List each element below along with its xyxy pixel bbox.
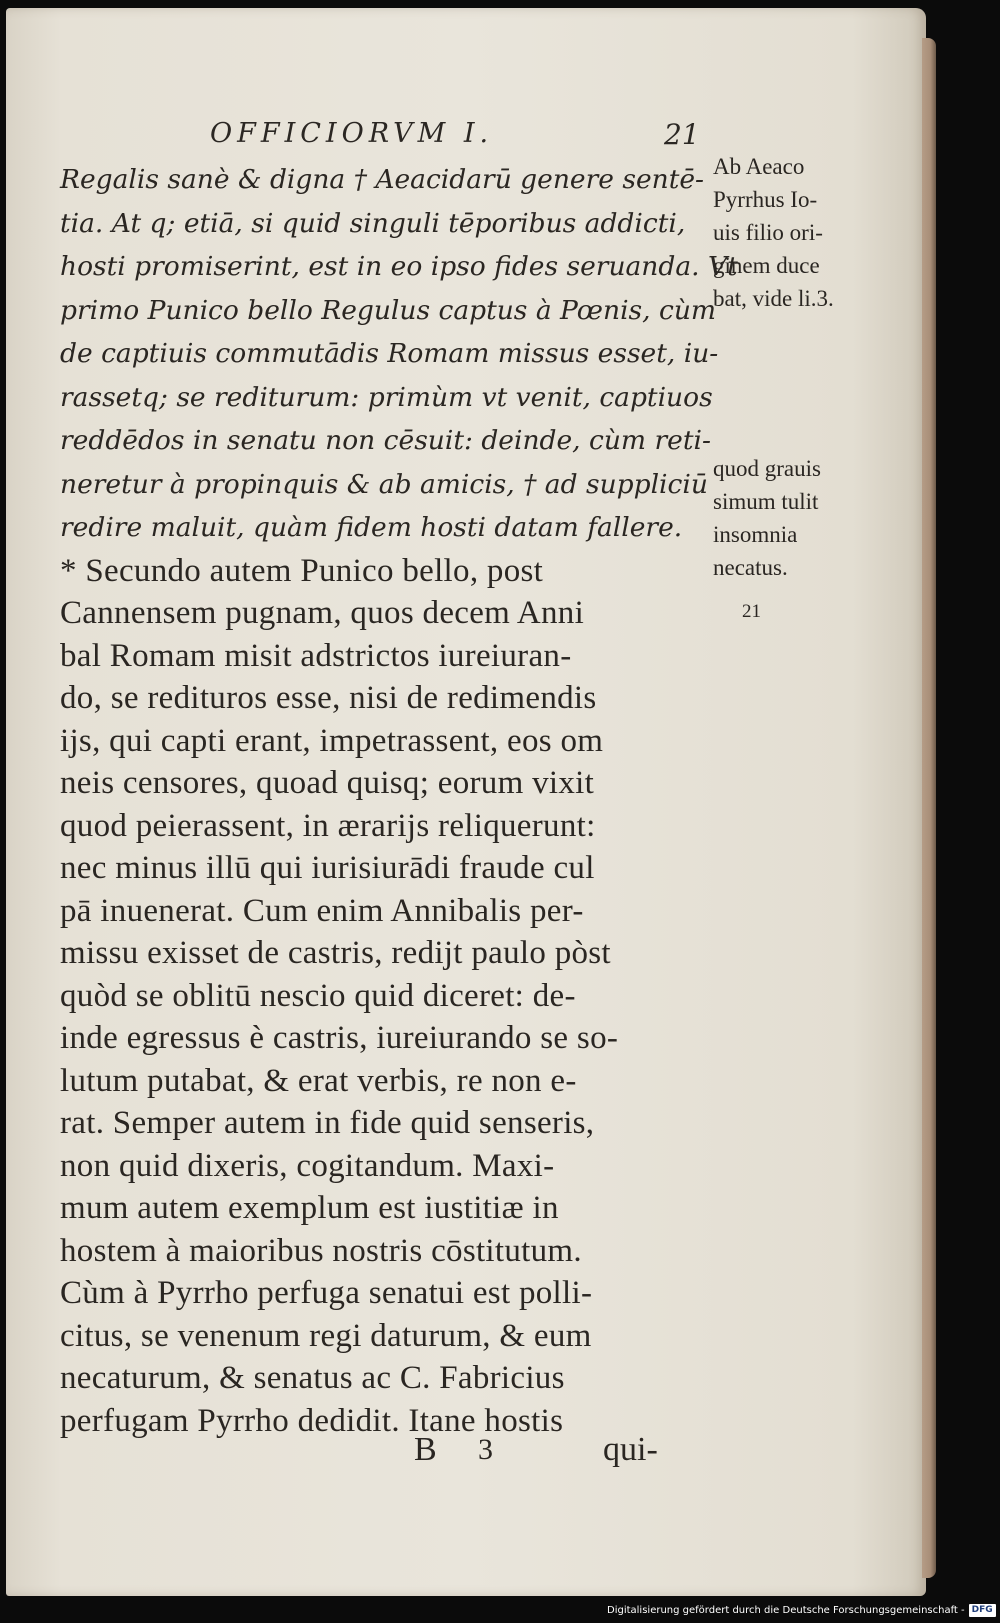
text-line: nec minus illū qui iurisiurādi fraude cul <box>60 850 595 886</box>
text-line: citus, se venenum regi daturum, & eum <box>60 1317 592 1354</box>
margin-note-line: bat, vide li.3. <box>713 286 834 311</box>
text-line: Regalis sanè & digna † Aeacidarū genere sentē- <box>60 164 704 195</box>
text-line: primo Punico bello Regulus captus à Pœnis, cùm <box>60 294 717 326</box>
text-line: pā inuenerat. Cum enim Annibalis per- <box>60 892 584 929</box>
margin-note-line: uis filio ori- <box>713 220 823 245</box>
text-line: inde egressus è castris, iureiurando se so- <box>60 1020 619 1056</box>
credit-text: Digitalisierung gefördert durch die Deutsche Forschungsgemeinschaft - <box>607 1605 965 1616</box>
margin-note-line: simum tulit <box>713 489 819 514</box>
text-line: quod peierassent, in ærarijs reliquerunt: <box>60 807 596 844</box>
dfg-logo-icon: DFG <box>969 1604 996 1617</box>
text-line: tia. At q; etiā, si quid singuli tēporibus addicti, <box>60 207 686 239</box>
digitization-credit <box>607 1602 997 1620</box>
text-line: Cannensem pugnam, quos decem Anni <box>60 595 585 631</box>
text-line: rat. Semper autem in fide quid senseris, <box>60 1105 595 1141</box>
text-line: bal Romam misit adstrictos iureiuran- <box>60 637 572 674</box>
text-line: ijs, qui capti erant, impetrassent, eos om <box>60 722 604 759</box>
margin-note-aeacus <box>713 150 913 315</box>
text-line: hosti promiserint, est in eo ipso fides seruanda. Vt <box>60 251 738 282</box>
text-line: non quid dixeris, cogitandum. Maxi- <box>60 1147 555 1184</box>
text-line: mum autem exemplum est iustitiæ in <box>60 1190 559 1226</box>
text-line: * Secundo autem Punico bello, post <box>60 552 544 589</box>
signature-number: 3 <box>478 1433 493 1466</box>
margin-note-line: ginem duce <box>713 253 820 278</box>
margin-note-line: Ab Aeaco <box>713 154 805 179</box>
signature-letter: B <box>414 1431 437 1468</box>
text-line: necaturum, & senatus ac C. Fabricius <box>60 1360 565 1396</box>
italic-passage <box>60 158 738 550</box>
text-line: hostem à maioribus nostris cōstitutum. <box>60 1232 582 1269</box>
main-text-block <box>60 158 738 1442</box>
text-line: perfugam Pyrrho dedidit. Itane hostis <box>60 1402 564 1439</box>
text-line: lutum putabat, & erat verbis, re non e- <box>60 1062 577 1099</box>
text-line: redire maluit, quàm fidem hosti datam fallere. <box>60 512 683 543</box>
catchword: qui- <box>603 1431 658 1468</box>
page-edge <box>922 38 936 1578</box>
text-line: do, se redituros esse, nisi de redimendis <box>60 680 597 716</box>
margin-note-number: 21 <box>742 601 761 622</box>
margin-note-line: insomnia <box>713 522 798 547</box>
text-line: neretur à propinquis & ab amicis, † ad suppliciū <box>60 468 708 500</box>
text-line: de captiuis commutādis Romam missus esset, iu- <box>60 338 719 369</box>
margin-note-line: quod grauis <box>713 456 821 481</box>
text-line: Cùm à Pyrrho perfuga senatui est polli- <box>60 1275 593 1311</box>
text-line: missu exisset de castris, redijt paulo pòst <box>60 935 611 971</box>
margin-note-regulus <box>713 452 913 584</box>
text-line: rassetq; se rediturum: primùm vt venit, captiuos <box>60 381 713 413</box>
margin-note-line: Pyrrhus Io- <box>713 187 818 212</box>
text-line: neis censores, quoad quisq; eorum vixit <box>60 765 595 801</box>
text-line: quòd se oblitū nescio quid diceret: de- <box>60 977 576 1014</box>
margin-note-line: necatus. <box>713 555 788 580</box>
roman-passage <box>60 550 710 1443</box>
text-line: reddēdos in senatu non cēsuit: deinde, cùm reti- <box>60 425 711 456</box>
running-head: OFFICIORVM I. <box>210 118 494 149</box>
page-number: 21 <box>664 118 700 151</box>
